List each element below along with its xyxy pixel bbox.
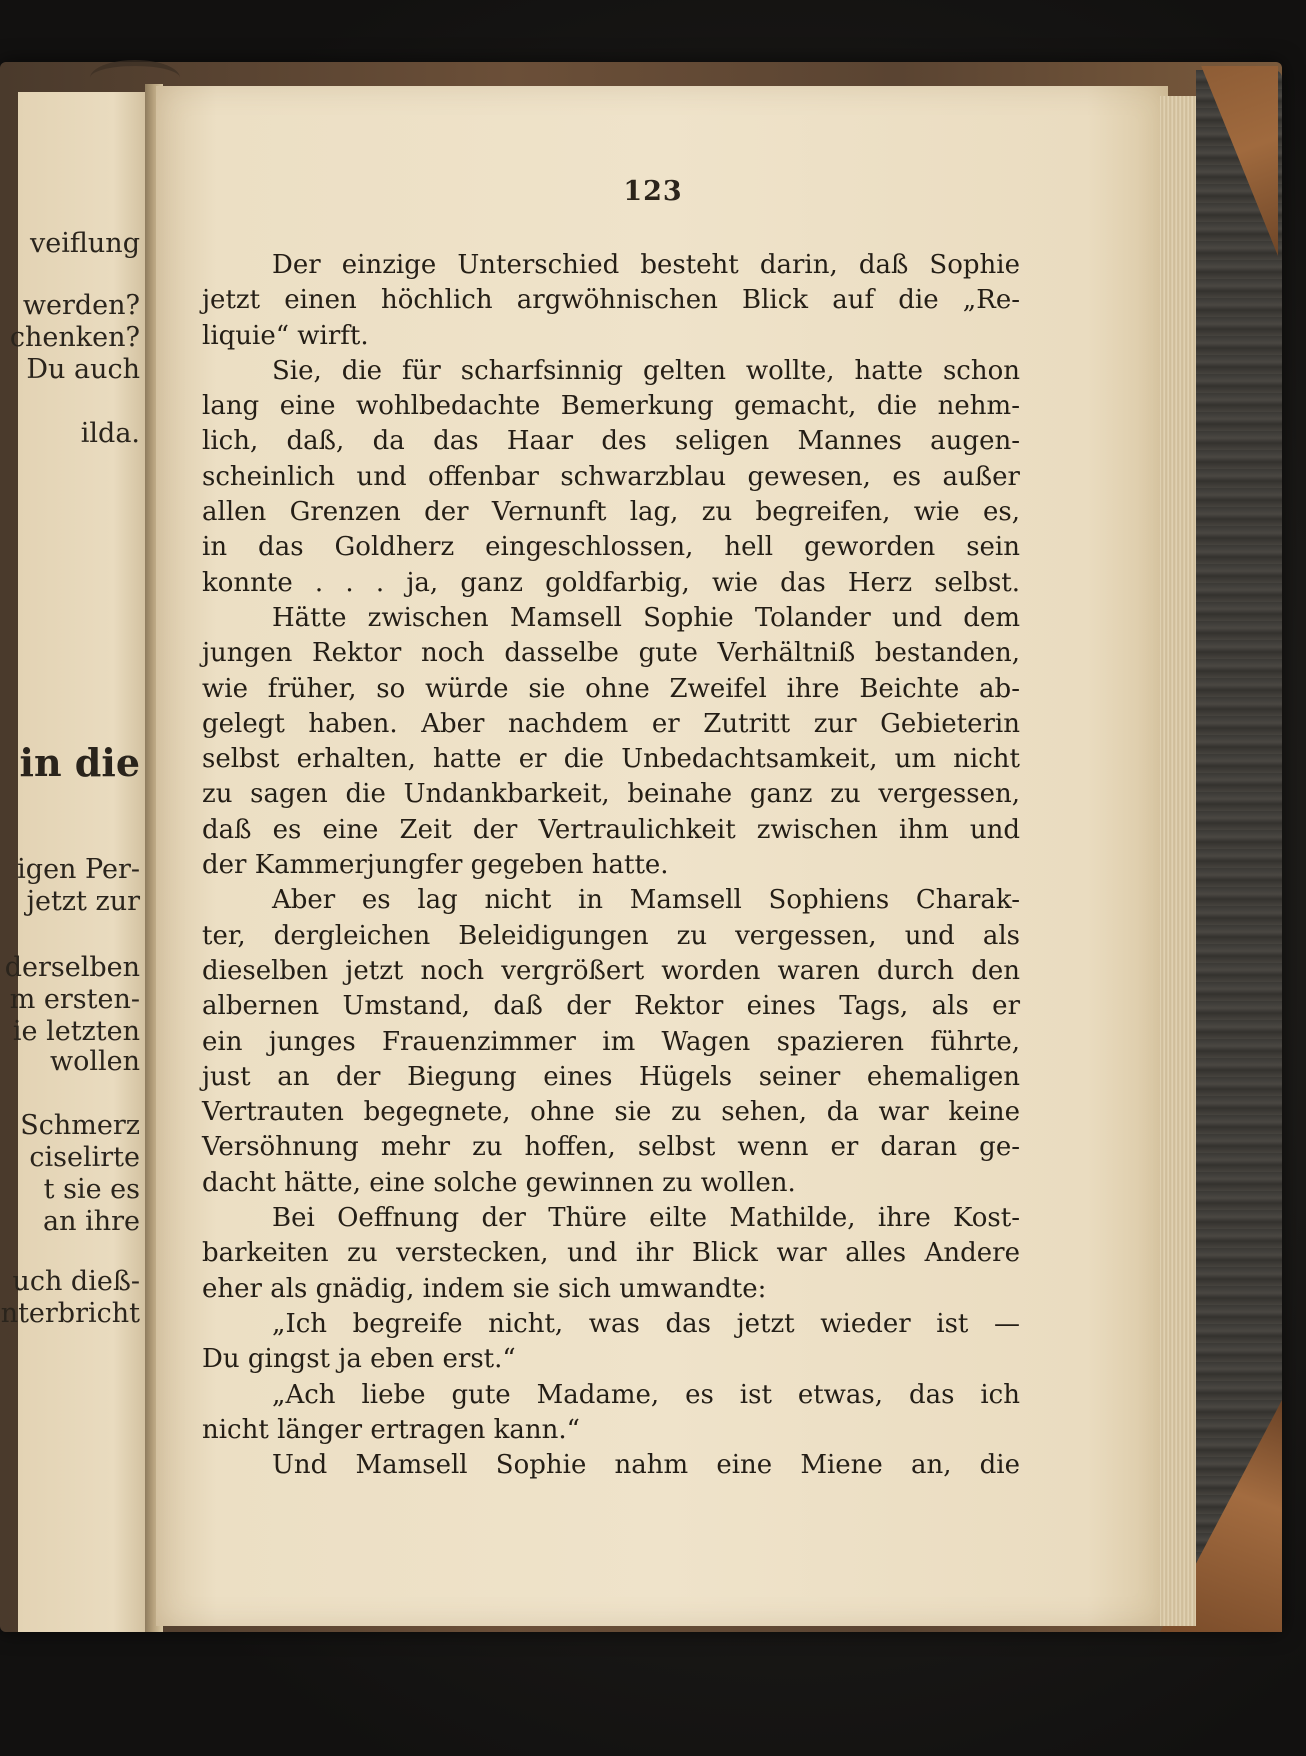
text-line: allen Grenzen der Vernunft lag, zu begreifen, wie es, <box>202 497 1020 528</box>
text-line: in das Goldherz eingeschlossen, hell geworden sein <box>202 532 1020 563</box>
left-page-fragment: an ihre <box>43 1206 140 1237</box>
text-line: Der einzige Unterschied besteht darin, daß Sophie <box>272 250 1020 280</box>
text-line: ein junges Frauenzimmer im Wagen spazieren führte, <box>202 1026 1020 1057</box>
left-page-fragment: ie letzten <box>12 1016 140 1047</box>
text-line: Bei Oeffnung der Thüre eilte Mathilde, ihre Kost- <box>272 1203 1020 1234</box>
text-line: Und Mamsell Sophie nahm eine Miene an, die <box>272 1450 1020 1481</box>
left-page-fragment: chenken? <box>9 322 140 353</box>
text-line: zu sagen die Undankbarkeit, beinahe ganz zu vergessen, <box>202 779 1020 810</box>
text-line: selbst erhalten, hatte er die Unbedachtsamkeit, um nicht <box>202 744 1020 775</box>
left-page-fragment: Schmerz <box>20 1110 140 1141</box>
left-page-fragment: igen Per- <box>17 854 140 885</box>
text-line: nicht länger ertragen kann.“ <box>202 1414 580 1445</box>
left-page-fragment: Du auch <box>26 354 140 385</box>
text-line: dieselben jetzt noch vergrößert worden waren durch den <box>202 955 1020 986</box>
text-line: wie früher, so würde sie ohne Zweifel ihre Beichte ab- <box>202 673 1020 704</box>
text-line: eher als gnädig, indem sie sich umwandte: <box>202 1273 767 1304</box>
text-line: dacht hätte, eine solche gewinnen zu wollen. <box>202 1167 796 1198</box>
text-line: scheinlich und offenbar schwarzblau gewesen, es außer <box>202 461 1020 492</box>
left-page-fragment: jetzt zur <box>26 886 140 917</box>
text-line: liquie“ wirft. <box>202 320 369 351</box>
left-page-fragment: derselben <box>4 952 140 983</box>
body-text <box>202 248 1020 1483</box>
left-page-fragment: m ersten- <box>9 984 140 1015</box>
left-page <box>0 92 154 1632</box>
text-line: ter, dergleichen Beleidigungen zu vergessen, und als <box>202 920 1020 951</box>
text-line: just an der Biegung eines Hügels seiner ehemaligen <box>202 1061 1020 1092</box>
text-line: Hätte zwischen Mamsell Sophie Tolander und dem <box>272 602 1020 633</box>
left-page-fragment: ilda. <box>80 418 140 449</box>
text-line: lich, daß, da das Haar des seligen Mannes augen- <box>202 426 1020 457</box>
left-page-fragment: veiflung <box>30 228 140 259</box>
left-page-fragment: wollen <box>49 1046 140 1077</box>
text-line: Du gingst ja eben erst.“ <box>202 1344 516 1375</box>
text-line: daß es eine Zeit der Vertraulichkeit zwischen ihm und <box>202 814 1020 845</box>
left-page-fragment: ciselirte <box>29 1142 140 1173</box>
text-line: der Kammerjungfer gegeben hatte. <box>202 850 669 881</box>
text-line: barkeiten zu verstecken, und ihr Blick war alles Andere <box>202 1238 1020 1269</box>
text-line: konnte . . . ja, ganz goldfarbig, wie das Herz selbst. <box>202 567 1020 598</box>
text-line: jungen Rektor noch dasselbe gute Verhältniß bestanden, <box>202 638 1020 669</box>
left-page-fragment: uch dieß- <box>12 1266 140 1297</box>
text-line: albernen Umstand, daß der Rektor eines Tags, als er <box>202 991 1020 1022</box>
page-number: 123 <box>623 176 683 207</box>
text-line: gelegt haben. Aber nachdem er Zutritt zur Gebieterin <box>202 708 1020 739</box>
left-page-fragment: nterbricht <box>0 1298 140 1329</box>
text-line: jetzt einen höchlich argwöhnischen Blick auf die „Re- <box>202 285 1020 316</box>
left-page-fragment: werden? <box>22 290 140 321</box>
text-line: Aber es lag nicht in Mamsell Sophiens Charak- <box>272 885 1020 916</box>
cover-marbled-board <box>1196 70 1282 1630</box>
left-page-fragment: t sie es <box>43 1174 140 1205</box>
text-line: lang eine wohlbedachte Bemerkung gemacht, die nehm- <box>202 391 1020 422</box>
text-line: Versöhnung mehr zu hoffen, selbst wenn er daran ge- <box>202 1132 1020 1163</box>
text-line: Vertrauten begegnete, ohne sie zu sehen, da war keine <box>202 1097 1020 1128</box>
text-line: „Ach liebe gute Madame, es ist etwas, das ich <box>272 1379 1020 1410</box>
page-edges <box>1160 96 1196 1626</box>
text-line: „Ich begreife nicht, was das jetzt wieder ist — <box>272 1308 1020 1339</box>
left-page-fragment: in die <box>19 740 140 785</box>
text-line: Sie, die für scharfsinnig gelten wollte, hatte schon <box>272 355 1020 386</box>
